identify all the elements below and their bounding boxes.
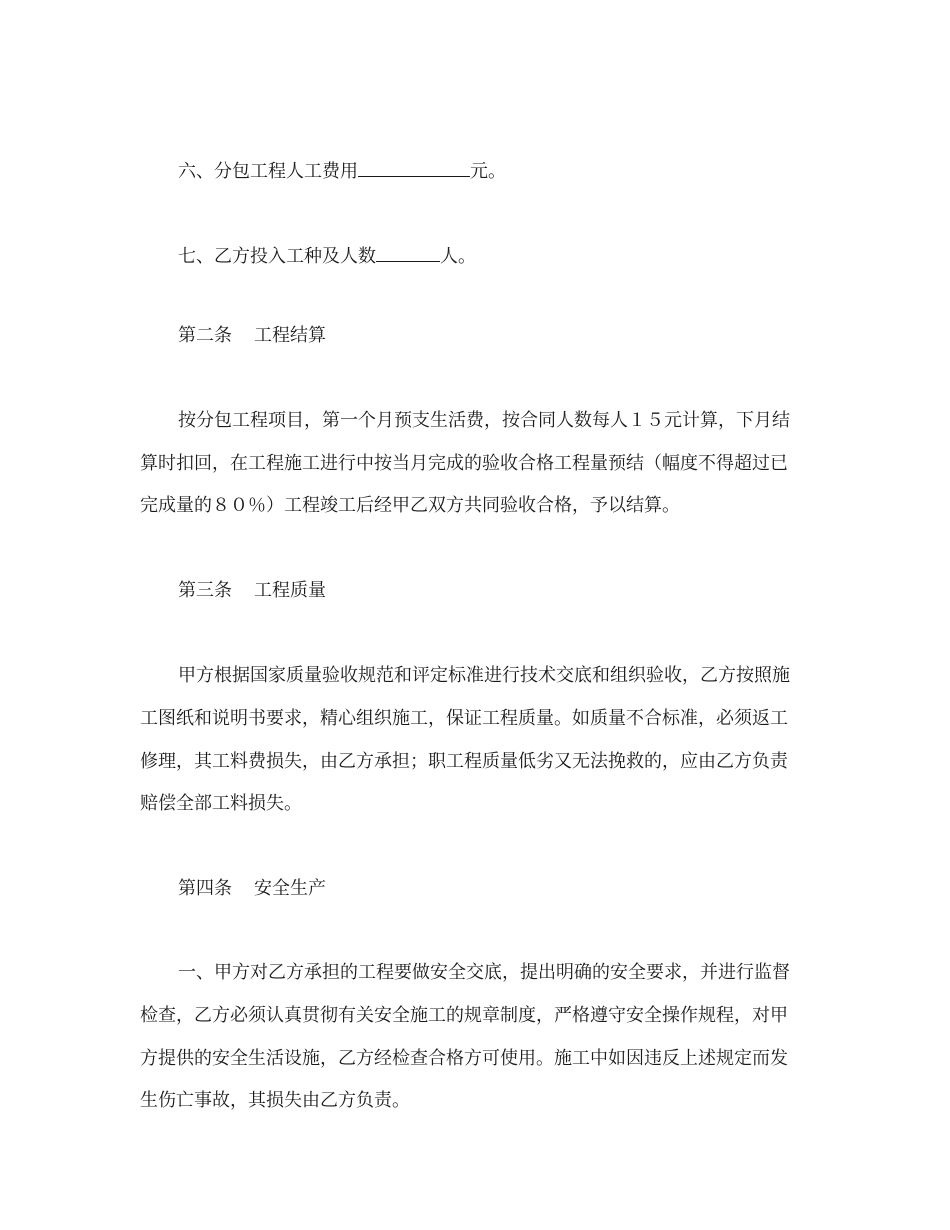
item-6-unit: 元。 <box>470 161 506 182</box>
item-6-text: 六、分包工程人工费用 <box>178 161 358 182</box>
article-2-line-3: 完成量的８０％）工程竣工后经甲乙双方共同验收合格，予以结算。 <box>140 495 680 516</box>
article-3-heading <box>178 582 858 600</box>
article-2-heading <box>178 327 858 345</box>
article-2-title: 工程结算 <box>254 325 326 346</box>
article-4-title: 安全生产 <box>254 878 326 899</box>
labor-cost-blank <box>358 158 470 177</box>
article-3-line-1: 甲方根据国家质量验收规范和评定标准进行技术交底和组织验收，乙方按照施 <box>178 665 790 686</box>
article-3-line-4: 赔偿全部工料损失。 <box>140 793 302 814</box>
article-4-number: 第四条 <box>178 878 232 899</box>
article-2-line-1: 按分包工程项目，第一个月预支生活费，按合同人数每人１５元计算，下月结 <box>178 410 790 431</box>
article-4-line-3: 方提供的安全生活设施，乙方经检查合格方可使用。施工中如因违反上述规定而发 <box>140 1048 788 1069</box>
article-2-line-2: 算时扣回，在工程施工进行中按当月完成的验收合格工程量预结（幅度不得超过已 <box>140 453 788 474</box>
headcount-blank <box>376 243 440 262</box>
article-3-line-2: 工图纸和说明书要求，精心组织施工，保证工程质量。如质量不合标准，必须返工 <box>140 708 788 729</box>
article-4-heading <box>178 880 858 898</box>
article-2-number: 第二条 <box>178 325 232 346</box>
item-7-headcount <box>178 243 858 266</box>
item-6-labor-cost <box>178 158 858 181</box>
article-4-line-2: 检查，乙方必须认真贯彻有关安全施工的规章制度，严格遵守安全操作规程，对甲 <box>140 1005 788 1026</box>
article-4-line-4: 生伤亡事故，其损失由乙方负责。 <box>140 1090 410 1111</box>
article-3-number: 第三条 <box>178 580 232 601</box>
item-7-unit: 人。 <box>440 246 476 267</box>
article-3-title: 工程质量 <box>254 580 326 601</box>
article-3-line-3: 修理，其工料费损失，由乙方承担；职工程质量低劣又无法挽救的，应由乙方负责 <box>140 751 788 772</box>
item-7-text: 七、乙方投入工种及人数 <box>178 246 376 267</box>
article-4-line-1: 一、甲方对乙方承担的工程要做安全交底，提出明确的安全要求，并进行监督 <box>178 962 790 983</box>
